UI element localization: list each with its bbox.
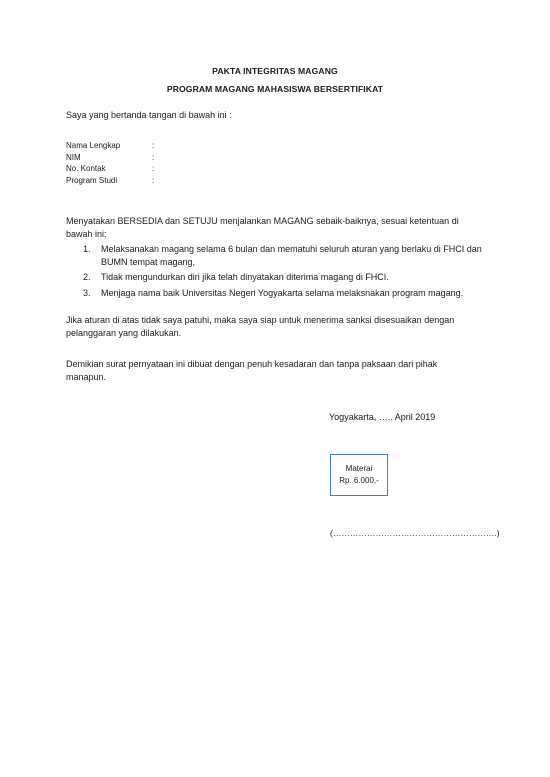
field-colon: : [152,164,155,173]
stamp-label: Materai [345,464,373,473]
stamp-box [330,454,388,496]
field-label: No. Kontak [66,164,106,173]
list-number: 2. [83,272,91,282]
list-text: Melaksanakan magang selama 6 bulan dan mematuhi seluruh aturan yang berlaku di FHCI dan BUMN tempat magang, [101,244,482,267]
closing-paragraph: Demikian surat pernyataan ini dibuat dengan penuh kesadaran dan tanpa paksaan dari pihak manapun. [66,359,438,382]
sanction-paragraph: Jika aturan di atas tidak saya patuhi, maka saya siap untuk menerima sanksi disesuaikan dengan pelanggaran yang dilakukan. [66,315,455,338]
document-subtitle: PROGRAM MAGANG MAHASISWA BERSERTIFIKAT [166,84,384,94]
rules-list [66,243,486,302]
field-colon: : [152,152,155,162]
field-colon: : [152,175,155,185]
list-number: 3. [83,287,91,298]
document-title: PAKTA INTEGRITAS MAGANG [212,66,338,76]
stamp-amount: Rp. 6.000,- [339,476,379,485]
place-date: Yogyakarta, ….. April 2019 [329,412,436,422]
list-text: Tidak mengundurkan diri jika telah dinyatakan diterima magang di FHCI. [101,272,389,282]
field-label: Nama Lengkap [66,141,121,150]
list-item [66,271,486,284]
field-label: NIM [66,152,81,162]
list-text: Menjaga nama baik Universitas Negeri Yogyakarta selama melaksnakan program magang. [101,287,464,298]
statement-paragraph: Menyatakan BERSEDIA dan SETUJU menjalankan MAGANG sebaik-baiknya, sesuai ketentuan di bawah ini: [66,216,459,239]
list-item [66,287,486,300]
field-label: Program Studi [66,175,118,185]
intro-text: Saya yang bertanda tangan di bawah ini : [66,110,232,120]
list-number: 1. [83,244,91,254]
signature-line: (………………………………………………….) [330,528,500,538]
field-colon: : [152,141,155,150]
list-item [66,243,486,268]
